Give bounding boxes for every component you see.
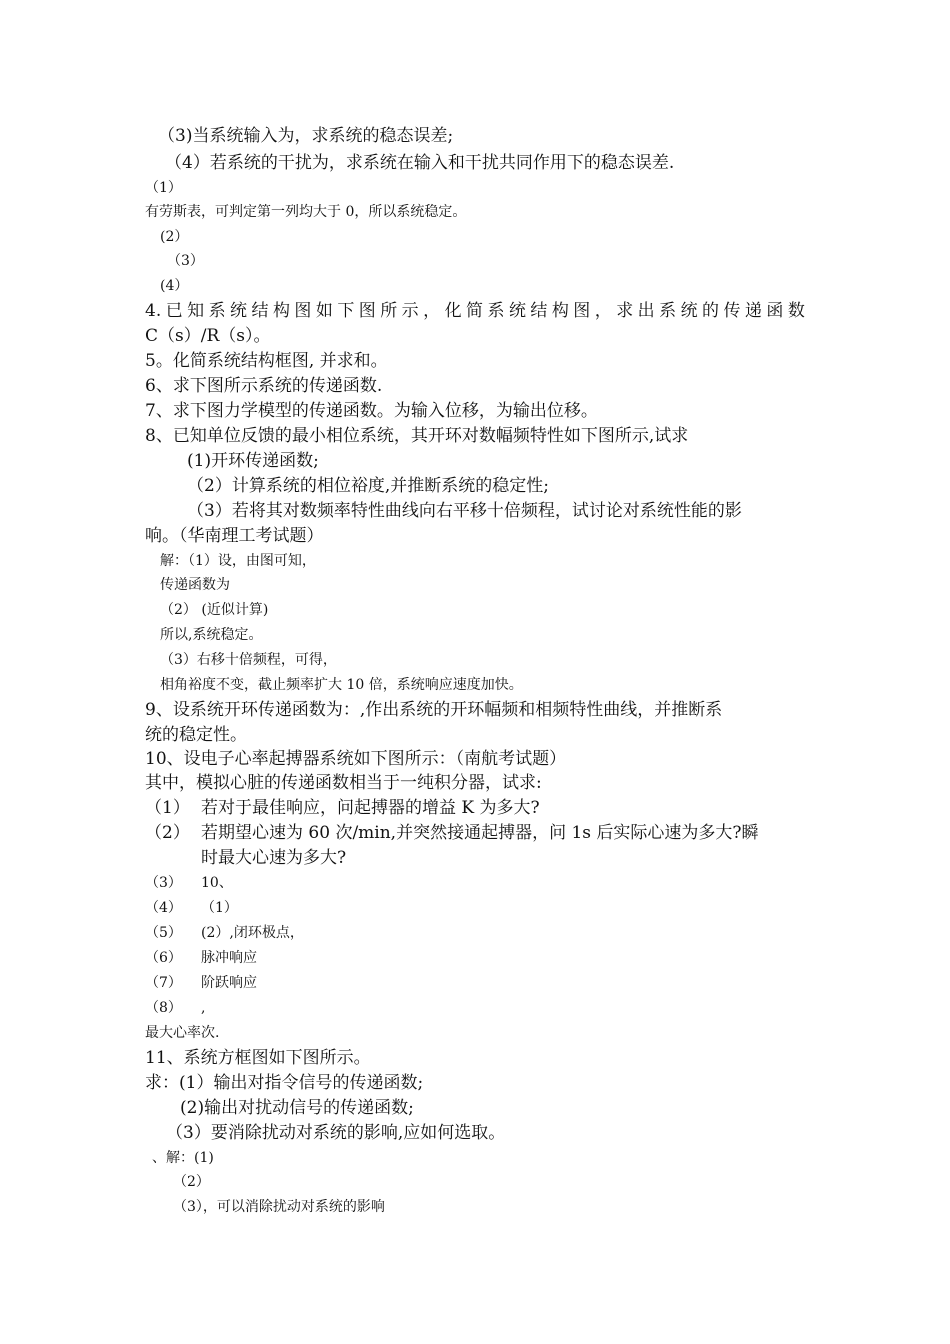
question-6: 6、求下图所示系统的传递函数. xyxy=(145,376,383,396)
answer-11-line-2: （2） xyxy=(173,1174,210,1190)
answer-part-1: （1） xyxy=(145,180,182,196)
question-part-3: （3)当系统输入为，求系统的稳态误差; xyxy=(158,126,454,146)
question-10: 10、设电子心率起搏器系统如下图所示：（南航考试题） xyxy=(145,749,567,769)
answer-part-4: (4） xyxy=(160,278,189,294)
answer-routh-text: 有劳斯表，可判定第一列均大于 0，所以系统稳定。 xyxy=(145,204,467,220)
question-11-part-2: (2)输出对扰动信号的传递函数; xyxy=(180,1098,414,1118)
question-5: 5。化简系统结构框图, 并求和。 xyxy=(145,351,388,371)
answer-11-line-3: （3），可以消除扰动对系统的影响 xyxy=(173,1199,385,1215)
question-4-line-2: C（s）/R（s）。 xyxy=(145,326,271,346)
question-part-4: （4）若系统的干扰为，求系统在输入和干扰共同作用下的稳态误差. xyxy=(165,153,675,173)
question-10-part-2-cont: 时最大心速为多大? xyxy=(201,848,347,868)
question-8-part-2: （2）计算系统的相位裕度,并推断系统的稳定性; xyxy=(187,476,549,496)
question-9-cont: 统的稳定性。 xyxy=(145,725,247,745)
answer-8-line-5: （3）右移十倍频程，可得， xyxy=(160,652,337,668)
question-10-desc: 其中，模拟心脏的传递函数相当于一纯积分器，试求: xyxy=(145,773,542,793)
answer-8-line-1: 解：（1）设，由图可知， xyxy=(160,553,316,569)
answer-10-item-5: （5） (2）,闭环极点， xyxy=(145,925,304,941)
answer-part-3: （3） xyxy=(167,253,204,269)
question-11-part-3: （3）要消除扰动对系统的影响,应如何选取。 xyxy=(166,1123,506,1143)
answer-11-line-1: 、解：(1) xyxy=(152,1150,214,1166)
question-7: 7、求下图力学模型的传递函数。为输入位移，为输出位移。 xyxy=(145,401,598,421)
question-10-part-2: （2） 若期望心速为 60 次/min,并突然接通起搏器，问 1s 后实际心速为多大?瞬 xyxy=(145,823,759,843)
question-8-part-3: （3）若将其对数频率特性曲线向右平移十倍频程，试讨论对系统性能的影 xyxy=(187,501,742,521)
question-8: 8、已知单位反馈的最小相位系统，其开环对数幅频特性如下图所示,试求 xyxy=(145,426,689,446)
answer-8-line-3: （2） (近似计算) xyxy=(160,602,269,618)
answer-8-line-4: 所以,系统稳定。 xyxy=(160,627,263,643)
question-11: 11、系统方框图如下图所示。 xyxy=(145,1048,371,1068)
question-4-line-1: 4. 已 知 系 统 结 构 图 如 下 图 所 示 ， 化 简 系 统 结 构 图 ， 求 出 系 统 的 传 递 函 数 xyxy=(145,301,805,321)
answer-10-item-3: （3） 10、 xyxy=(145,875,233,891)
answer-8-line-2: 传递函数为 xyxy=(160,577,230,593)
answer-10-item-7: （7） 阶跃响应 xyxy=(145,975,257,991)
answer-10-max-heart-rate: 最大心率次. xyxy=(145,1025,220,1041)
question-10-part-1: （1） 若对于最佳响应，问起搏器的增益 K 为多大? xyxy=(145,798,540,818)
answer-10-item-6: （6） 脉冲响应 xyxy=(145,950,257,966)
answer-10-item-4: （4） （1） xyxy=(145,900,238,916)
answer-10-item-8: （8） , xyxy=(145,1000,206,1016)
question-8-part-1: (1)开环传递函数; xyxy=(187,451,319,471)
answer-part-2: (2） xyxy=(160,229,189,245)
question-11-part-1: 求：(1）输出对指令信号的传递函数; xyxy=(145,1073,424,1093)
question-9: 9、设系统开环传递函数为：,作出系统的开环幅频和相频特性曲线，并推断系 xyxy=(145,700,723,720)
answer-8-line-6: 相角裕度不变，截止频率扩大 10 倍，系统响应速度加快。 xyxy=(160,677,523,693)
question-8-part-3-cont: 响。（华南理工考试题） xyxy=(145,526,324,546)
